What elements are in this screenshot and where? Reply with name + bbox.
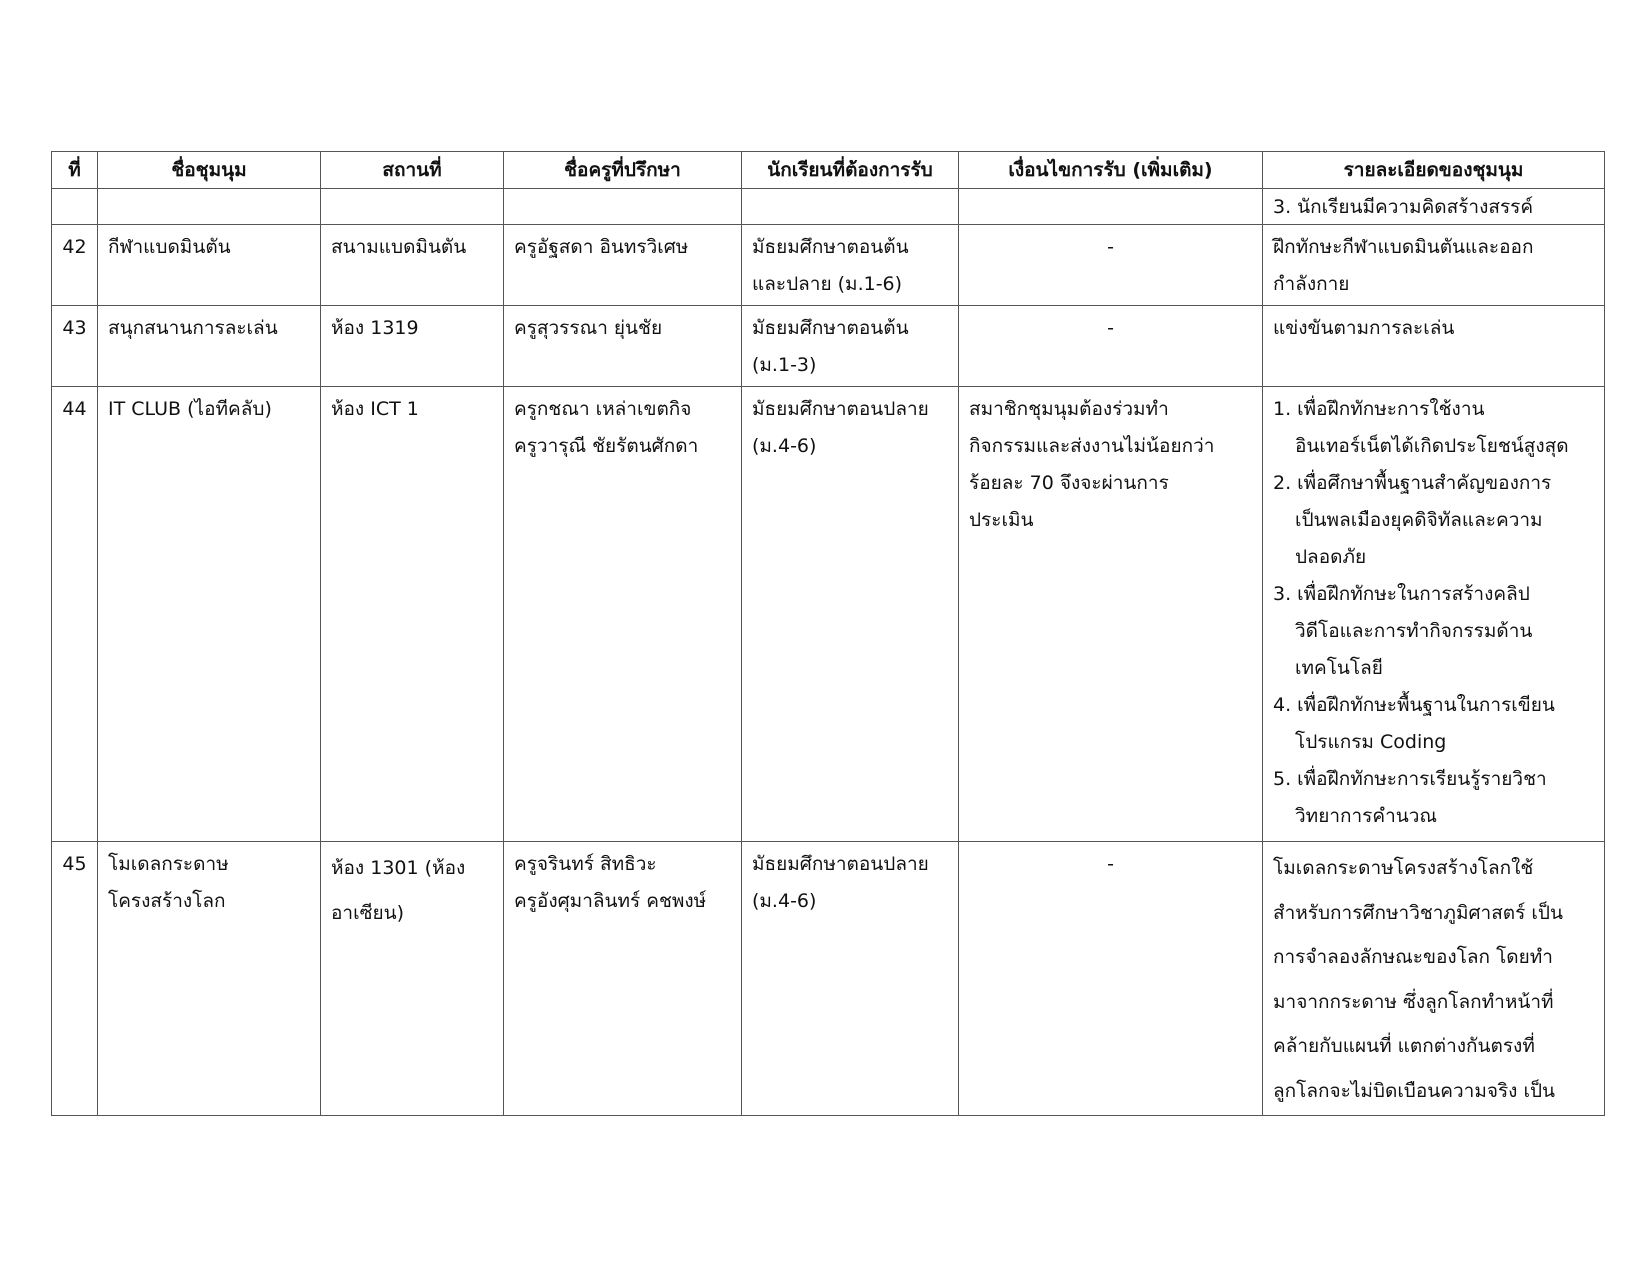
detail-line: 3. เพื่อฝึกทักษะในการสร้างคลิป [1273,583,1530,605]
place-line: ห้อง 1301 (ห้อง [331,857,466,879]
header-no: ที่ [52,152,98,189]
table-row [52,842,1605,1116]
detail-line: ปลอดภัย [1295,546,1367,568]
cell-conditions [959,842,1263,1116]
detail-line: เป็นพลเมืองยุคดิจิทัลและความ [1295,509,1543,531]
header-row [52,152,1605,189]
detail-line: โมเดลกระดาษโครงสร้างโลกใช้ [1273,857,1534,879]
name-line: IT CLUB (ไอทีคลับ) [108,398,272,420]
students-line: และปลาย (ม.1-6) [752,273,903,295]
cell-name [98,387,321,842]
cell-details [1263,189,1605,225]
place-line: ห้อง ICT 1 [331,398,419,420]
cell-students [742,225,959,306]
advisor-line: ครูอัฐสดา อินทรวิเศษ [514,236,689,258]
place-line: สนามแบดมินตัน [331,236,467,258]
advisor-line: ครูอังศุมาลินทร์ คชพงษ์ [514,890,707,912]
conditions-line: - [1107,853,1114,875]
cell-conditions [959,225,1263,306]
students-line: มัธยมศึกษาตอนปลาย [752,398,929,420]
detail-line: 4. เพื่อฝึกทักษะพื้นฐานในการเขียน [1273,694,1555,716]
name-line: กีฬาแบดมินตัน [108,236,231,258]
cell-students [742,306,959,387]
detail-line: ลูกโลกจะไม่บิดเบือนความจริง เป็น [1273,1079,1556,1102]
students-line: (ม.4-6) [752,435,817,457]
detail-list-item [1273,465,1594,576]
name-line: โมเดลกระดาษ [108,853,229,875]
header-conditions: เงื่อนไขการรับ (เพิ่มเติม) [959,152,1263,189]
place-line: ห้อง 1319 [331,317,419,339]
detail-line: 5. เพื่อฝึกทักษะการเรียนรู้รายวิชา [1273,768,1547,790]
header-students: นักเรียนที่ต้องการรับ [742,152,959,189]
cell-details [1263,225,1605,306]
detail-line: แข่งขันตามการละเล่น [1273,317,1455,339]
table-row [52,225,1605,306]
table-row [52,387,1605,842]
cell-name [98,306,321,387]
detail-line: สำหรับการศึกษาวิชาภูมิศาสตร์ เป็น [1273,901,1563,924]
cell-advisor [504,387,742,842]
cell-students [742,189,959,225]
conditions-line: กิจกรรมและส่งงานไม่น้อยกว่า [969,435,1215,457]
header-advisor: ชื่อครูที่ปรึกษา [504,152,742,189]
detail-line: 1. เพื่อฝึกทักษะการใช้งาน [1273,398,1485,420]
cell-no: 43 [52,306,98,387]
detail-list-item [1273,391,1594,465]
detail-line: อินเทอร์เน็ตได้เกิดประโยชน์สูงสุด [1295,435,1569,457]
detail-list-item [1273,761,1594,835]
cell-conditions [959,306,1263,387]
cell-place [321,387,504,842]
students-line: มัธยมศึกษาตอนปลาย [752,853,929,875]
advisor-line: ครูกชณา เหล่าเขตกิจ [514,398,692,420]
cell-name [98,842,321,1116]
cell-details [1263,842,1605,1116]
detail-line: การจำลองลักษณะของโลก โดยทำ [1273,946,1553,968]
cell-details [1263,306,1605,387]
conditions-line: - [1107,236,1114,258]
detail-line: 3. นักเรียนมีความคิดสร้างสรรค์ [1273,196,1534,218]
header-details: รายละเอียดของชุมนุม [1263,152,1605,189]
students-line: (ม.1-3) [752,354,817,376]
header-club-name: ชื่อชุมนุม [98,152,321,189]
detail-line: กำลังกาย [1273,273,1350,295]
cell-students [742,387,959,842]
advisor-line: ครูจรินทร์ สิทธิวะ [514,853,657,875]
students-line: มัธยมศึกษาตอนต้น [752,236,909,258]
advisor-line: ครูสุวรรณา ยุ่นชัย [514,317,663,339]
cell-no: 45 [52,842,98,1116]
conditions-line: สมาชิกชุมนุมต้องร่วมทำ [969,398,1169,420]
detail-line: วิดีโอและการทำกิจกรรมด้าน [1295,620,1533,642]
cell-advisor [504,842,742,1116]
cell-no [52,189,98,225]
cell-place [321,225,504,306]
students-line: มัธยมศึกษาตอนต้น [752,317,909,339]
detail-line: ฝึกทักษะกีฬาแบดมินตันและออก [1273,236,1534,258]
name-line: สนุกสนานการละเล่น [108,317,278,339]
cell-place [321,306,504,387]
detail-line: คล้ายกับแผนที่ แตกต่างกันตรงที่ [1273,1035,1535,1057]
cell-place [321,189,504,225]
advisor-line: ครูวารุณี ชัยรัตนศักดา [514,435,699,457]
detail-line: เทคโนโลยี [1295,657,1383,679]
cell-conditions [959,189,1263,225]
club-table [51,151,1605,1116]
cell-name [98,189,321,225]
conditions-line: ร้อยละ 70 จึงจะผ่านการ [969,472,1169,494]
cell-advisor [504,306,742,387]
cell-place [321,842,504,1116]
students-line: (ม.4-6) [752,890,817,912]
conditions-line: - [1107,317,1114,339]
detail-line: มาจากกระดาษ ซึ่งลูกโลกทำหน้าที่ [1273,990,1554,1013]
cell-advisor [504,225,742,306]
conditions-line: ประเมิน [969,509,1034,531]
cell-students [742,842,959,1116]
cell-no: 44 [52,387,98,842]
cell-no: 42 [52,225,98,306]
cell-advisor [504,189,742,225]
header-place: สถานที่ [321,152,504,189]
detail-list-item [1273,576,1594,687]
place-line: อาเซียน) [331,901,405,924]
table-row-continuation [52,189,1605,225]
detail-list-item [1273,687,1594,761]
cell-details [1263,387,1605,842]
detail-line: โปรแกรม Coding [1295,731,1447,753]
cell-name [98,225,321,306]
cell-conditions [959,387,1263,842]
name-line: โครงสร้างโลก [108,890,226,912]
detail-line: วิทยาการคำนวณ [1295,805,1438,827]
detail-line: 2. เพื่อศึกษาพื้นฐานสำคัญของการ [1273,472,1552,494]
table-row [52,306,1605,387]
